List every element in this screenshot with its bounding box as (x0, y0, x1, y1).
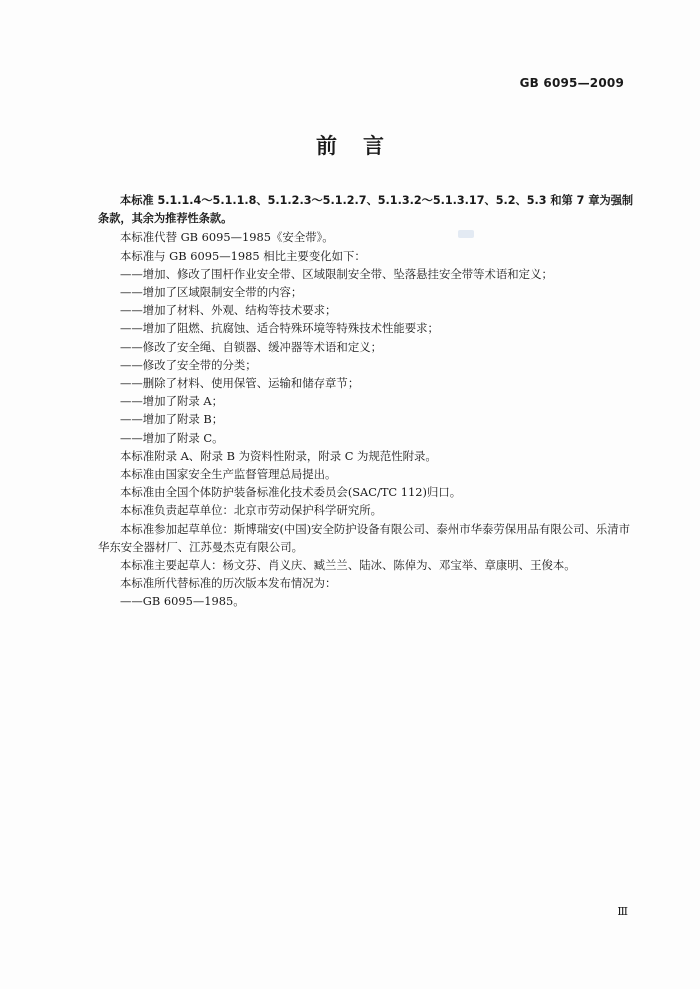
list-item: ——增加了阻燃、抗腐蚀、适合特殊环境等特殊技术性能要求； (120, 321, 439, 336)
lead-drafter-paragraph: 本标准负责起草单位：北京市劳动保护科学研究所。 (120, 503, 382, 518)
page-number: Ⅲ (617, 905, 628, 918)
drafters-paragraph: 本标准主要起草人：杨文芬、肖义庆、臧兰兰、陆冰、陈倬为、邓宝举、章康明、王俊本。 (120, 558, 576, 573)
standard-number: GB 6095—2009 (519, 76, 624, 90)
changes-intro-paragraph: 本标准与 GB 6095—1985 相比主要变化如下： (120, 248, 366, 263)
appendix-paragraph: 本标准附录 A、附录 B 为资料性附录，附录 C 为规范性附录。 (120, 448, 437, 463)
list-item: ——增加了材料、外观、结构等技术要求； (120, 303, 337, 318)
committee-paragraph: 本标准由全国个体防护装备标准化技术委员会(SAC/TC 112)归口。 (120, 485, 462, 500)
list-item: ——删除了材料、使用保管、运输和储存章节； (120, 376, 360, 391)
list-item: ——增加了附录 B； (120, 412, 224, 427)
mandatory-clause-paragraph: 本标准 5.1.1.4～5.1.1.8、5.1.2.3～5.1.2.7、5.1.3.2～5.1.3.17、5.2、5.3 和第 7 章为强制条款，其余为推荐性条款。 (98, 194, 634, 226)
list-item: ——修改了安全带的分类； (120, 357, 257, 372)
preface-body (98, 192, 638, 611)
history-intro-paragraph: 本标准所代替标准的历次版本发布情况为： (120, 576, 337, 591)
history-item: ——GB 6095—1985。 (120, 594, 245, 609)
list-item: ——修改了安全绳、自锁器、缓冲器等术语和定义； (120, 339, 382, 354)
list-item: ——增加了附录 C。 (120, 430, 224, 445)
page-title: 前言 (316, 134, 410, 158)
participating-units-paragraph: 本标准参加起草单位：斯博瑞安(中国)安全防护设备有限公司、泰州市华泰劳保用品有限公司、乐清市华东安全器材厂、江苏曼杰克有限公司。 (98, 521, 631, 554)
list-item: ——增加了附录 A； (120, 394, 223, 409)
list-item: ——增加了区域限制安全带的内容； (120, 285, 303, 300)
changes-list (98, 265, 638, 447)
replaces-paragraph: 本标准代替 GB 6095—1985《安全带》。 (120, 230, 334, 245)
list-item: ——增加、修改了围杆作业安全带、区域限制安全带、坠落悬挂安全带等术语和定义； (120, 266, 553, 281)
proposer-paragraph: 本标准由国家安全生产监督管理总局提出。 (120, 467, 337, 482)
